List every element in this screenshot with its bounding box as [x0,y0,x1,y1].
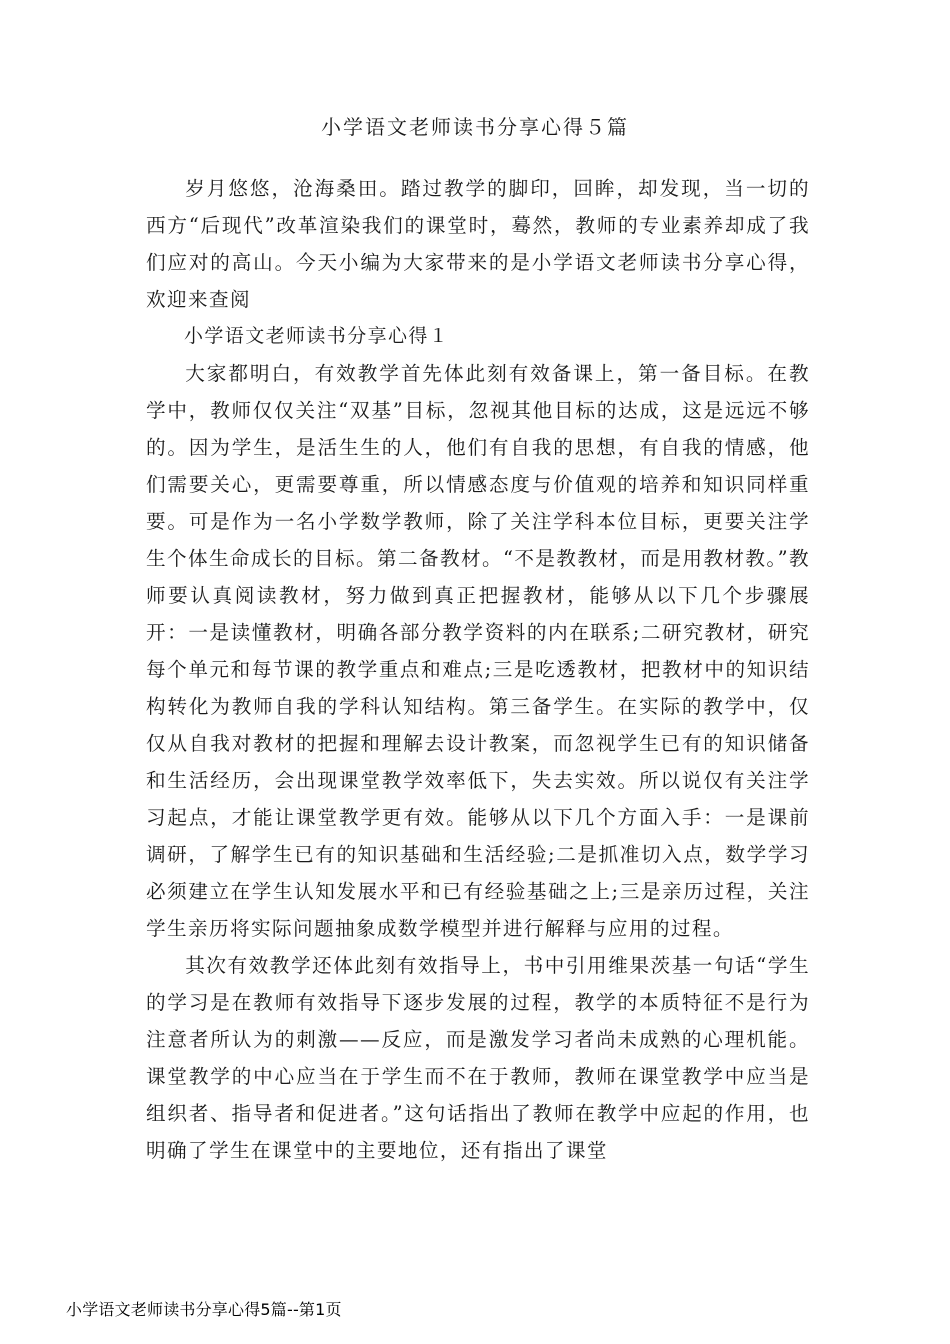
document-body [146,170,810,1169]
body-paragraph-1: 大家都明白，有效教学首先体此刻有效备课上，第一备目标。在教学中，教师仅仅关注“双基”目标，忽视其他目标的达成，这是远远不够的。因为学生，是活生生的人，他们有自我的思想，有自我的情感，他们需要关心，更需要尊重，所以情感态度与价值观的培养和知识同样重要。可是作为一名小学数学教师，除了关注学科本位目标，更要关注学生个体生命成长的目标。第二备教材。“不是教教材，而是用教材教。”教师要认真阅读教材，努力做到真正把握教材，能够从以下几个步骤展开：一是读懂教材，明确各部分教学资料的内在联系;二研究教材，研究每个单元和每节课的教学重点和难点;三是吃透教材，把教材中的知识结构转化为教师自我的学科认知结构。第三备学生。在实际的教学中，仅仅从自我对教材的把握和理解去设计教案，而忽视学生已有的知识储备和生活经历，会出现课堂教学效率低下，失去实效。所以说仅有关注学习起点，才能让课堂教学更有效。能够从以下几个方面入手：一是课前调研，了解学生已有的知识基础和生活经验;二是抓准切入点，数学学习必须建立在学生认知发展水平和已有经验基础之上;三是亲历过程，关注学生亲历将实际问题抽象成数学模型并进行解释与应用的过程。 [146,362,810,940]
page-footer: 小学语文老师读书分享心得5篇--第1页 [66,1300,342,1319]
body-paragraph-2: 其次有效教学还体此刻有效指导上，书中引用维果茨基一句话“学生的学习是在教师有效指导下逐步发展的过程，教学的本质特征不是行为注意者所认为的刺激——反应，而是激发学习者尚未成熟的心理机能。课堂教学的中心应当在于学生而不在于教师，教师在课堂教学中应当是组织者、指导者和促进者。”这句话指出了教师在教学中应起的作用，也明确了学生在课堂中的主要地位，还有指出了课堂 [146,954,810,1162]
document-title: 小学语文老师读书分享心得５篇 [321,115,629,139]
section-heading-1: 小学语文老师读书分享心得１ [184,325,450,347]
intro-paragraph: 岁月悠悠，沧海桑田。踏过教学的脚印，回眸，却发现，当一切的西方“后现代”改革渲染我们的课堂时，蓦然，教师的专业素养却成了我们应对的高山。今天小编为大家带来的是小学语文老师读书分享心得，欢迎来查阅 [146,177,810,311]
